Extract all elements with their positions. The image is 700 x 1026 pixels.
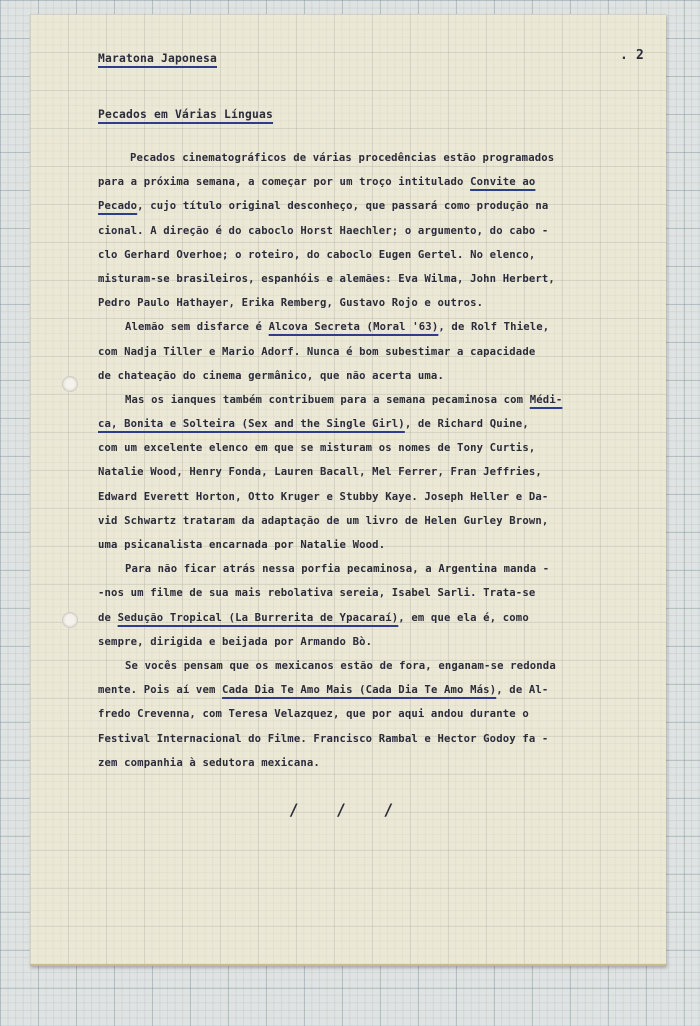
film-title: Pecado xyxy=(98,200,138,213)
text-line: Se vocês pensam que os mexicanos estão de fora, enganam-se redonda xyxy=(125,659,556,672)
punch-hole xyxy=(62,376,78,392)
text-line: sempre, dirigida e beijada por Armando Bò. xyxy=(98,635,373,648)
text-line: Mas os ianques também contribuem para a semana pecaminosa com Médi- xyxy=(125,393,563,406)
text-line: Pecados cinematográficos de várias procedências estão programados xyxy=(130,152,555,164)
text-line: clo Gerhard Overhoe; o roteiro, do caboclo Eugen Gertel. No elenco, xyxy=(98,248,536,261)
text-line: fredo Crevenna, com Teresa Velazquez, que por aqui andou durante o xyxy=(98,708,529,721)
film-title: Sedução Tropical (La Burrerita de Ypacaraí) xyxy=(117,611,399,624)
text-line: Alemão sem disfarce é Alcova Secreta (Moral '63), de Rolf Thiele, xyxy=(125,321,550,334)
text-line: zem companhia à sedutora mexicana. xyxy=(98,756,320,769)
film-title: Convite ao xyxy=(470,176,536,189)
typed-page xyxy=(30,14,666,966)
text-line: cional. A direção é do caboclo Horst Haechler; o argumento, do cabo - xyxy=(98,224,549,237)
end-marks: / / / xyxy=(288,800,408,819)
text-line: com um excelente elenco em que se misturam os nomes de Tony Curtis, xyxy=(98,442,536,455)
text-line: Para não ficar atrás nessa porfia pecaminosa, a Argentina manda - xyxy=(125,563,550,576)
text-line: -nos um filme de sua mais rebolativa sereia, Isabel Sarli. Trata-se xyxy=(98,587,536,600)
film-title: ca, Bonita e Solteira (Sex and the Single Girl) xyxy=(98,418,405,431)
text-line: misturam-se brasileiros, espanhóis e alemães: Eva Wilma, John Herbert, xyxy=(98,272,555,285)
text-line: com Nadja Tiller e Mario Adorf. Nunca é bom subestimar a capacidade xyxy=(98,345,536,358)
text-line: Festival Internacional do Filme. Francisco Rambal e Hector Godoy fa - xyxy=(98,732,549,745)
text-line: Pecado, cujo título original desconheço, que passará como produção na xyxy=(98,200,549,213)
text-line: ca, Bonita e Solteira (Sex and the Single Girl), de Richard Quine, xyxy=(98,418,529,431)
text-line: uma psicanalista encarnada por Natalie Wood. xyxy=(98,539,386,551)
text-line: de Sedução Tropical (La Burrerita de Ypacaraí), em que ela é, como xyxy=(98,611,529,624)
text-line: Edward Everett Horton, Otto Kruger e Stubby Kaye. Joseph Heller e Da- xyxy=(98,490,549,503)
text-line: para a próxima semana, a começar por um troço intitulado Convite ao xyxy=(98,176,536,189)
text-line: Natalie Wood, Henry Fonda, Lauren Bacall, Mel Ferrer, Fran Jeffries, xyxy=(98,466,542,479)
section-title: Pecados em Várias Línguas xyxy=(98,108,274,121)
text-line: Pedro Paulo Hathayer, Erika Remberg, Gustavo Rojo e outros. xyxy=(98,297,484,310)
text-line: vid Schwartz trataram da adaptação de um livro de Helen Gurley Brown, xyxy=(98,514,549,527)
page-number: . 2 xyxy=(620,48,645,63)
film-title: Alcova Secreta (Moral '63) xyxy=(268,321,439,334)
body-text xyxy=(98,146,638,775)
film-title: Cada Dia Te Amo Mais (Cada Dia Te Amo Más) xyxy=(222,684,497,697)
header-title: Maratona Japonesa xyxy=(98,52,218,65)
film-title: Médi- xyxy=(529,393,563,406)
text-line: mente. Pois aí vem Cada Dia Te Amo Mais (Cada Dia Te Amo Más), de Al- xyxy=(98,684,549,697)
text-line: de chateação do cinema germânico, que não acerta uma. xyxy=(98,369,444,382)
punch-hole xyxy=(62,612,78,628)
